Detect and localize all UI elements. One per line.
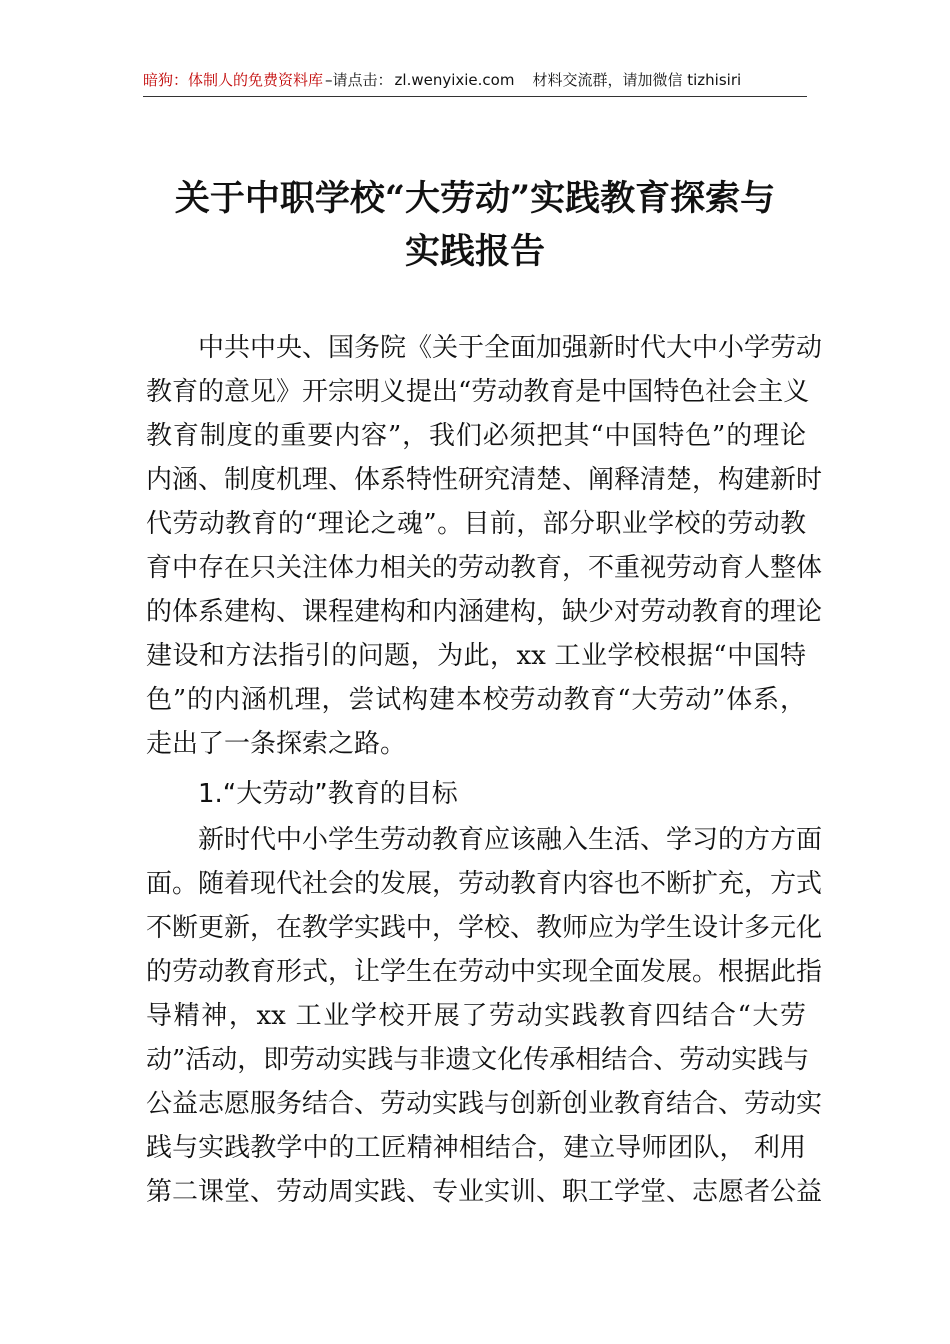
section-heading-1: 1.“大劳动”教育的目标 [198, 779, 458, 809]
paragraph-line: 面。随着现代社会的发展，劳动教育内容也不断扩充，方式 [146, 869, 823, 899]
paragraph-line: 新时代中小学生劳动教育应该融入生活、学习的方方面 [198, 825, 823, 855]
paragraph-line: 导精神，xx 工业学校开展了劳动实践教育四结合“大劳 [146, 1001, 806, 1031]
paragraph-line: 教育制度的重要内容”，我们必须把其“中国特色”的理论 [146, 421, 806, 451]
paragraph-line: 不断更新，在教学实践中，学校、教师应为学生设计多元化 [146, 913, 823, 943]
paragraph-line: 走出了一条探索之路。 [146, 729, 407, 759]
paragraph-line: 育中存在只关注体力相关的劳动教育，不重视劳动育人整体 [146, 553, 823, 583]
header-brand: 暗狗：体制人的免费资料库 [143, 71, 324, 89]
paragraph-line: 动”活动，即劳动实践与非遗文化传承相结合、劳动实践与 [146, 1045, 810, 1075]
paragraph-line: 中共中央、国务院《关于全面加强新时代大中小学劳动 [198, 333, 823, 363]
header-wechat: 材料交流群，请加微信 tizhisiri [532, 71, 742, 89]
paragraph-line: 第二课堂、劳动周实践、专业实训、职工学堂、志愿者公益 [146, 1177, 823, 1207]
paragraph-line: 教育的意见》开宗明义提出“劳动教育是中国特色社会主义 [146, 377, 810, 407]
paragraph-line: 践与实践教学中的工匠精神相结合，建立导师团队， 利用 [146, 1133, 806, 1163]
paragraph-line: 建设和方法指引的问题，为此，xx 工业学校根据“中国特 [146, 641, 806, 671]
paragraph-line: 的劳动教育形式，让学生在劳动中实现全面发展。根据此指 [146, 957, 823, 987]
paragraph-line: 色”的内涵机理，尝试构建本校劳动教育“大劳动”体系， [146, 685, 806, 715]
title-line-2: 实践报告 [404, 231, 545, 272]
page-header [143, 66, 807, 97]
paragraph-line: 公益志愿服务结合、劳动实践与创新创业教育结合、劳动实 [146, 1089, 823, 1119]
document-title [100, 172, 850, 278]
header-url-link[interactable]: zl.wenyixie.com [394, 71, 515, 89]
paragraph-line: 的体系建构、课程建构和内涵建构，缺少对劳动教育的理论 [146, 597, 823, 627]
paragraph-line: 内涵、制度机理、体系特性研究清楚、阐释清楚，构建新时 [146, 465, 823, 495]
title-line-1: 关于中职学校“大劳动”实践教育探索与 [174, 178, 776, 219]
paragraph-line: 代劳动教育的“理论之魂”。目前，部分职业学校的劳动教 [146, 509, 806, 539]
header-separator: –请点击： [325, 71, 393, 89]
